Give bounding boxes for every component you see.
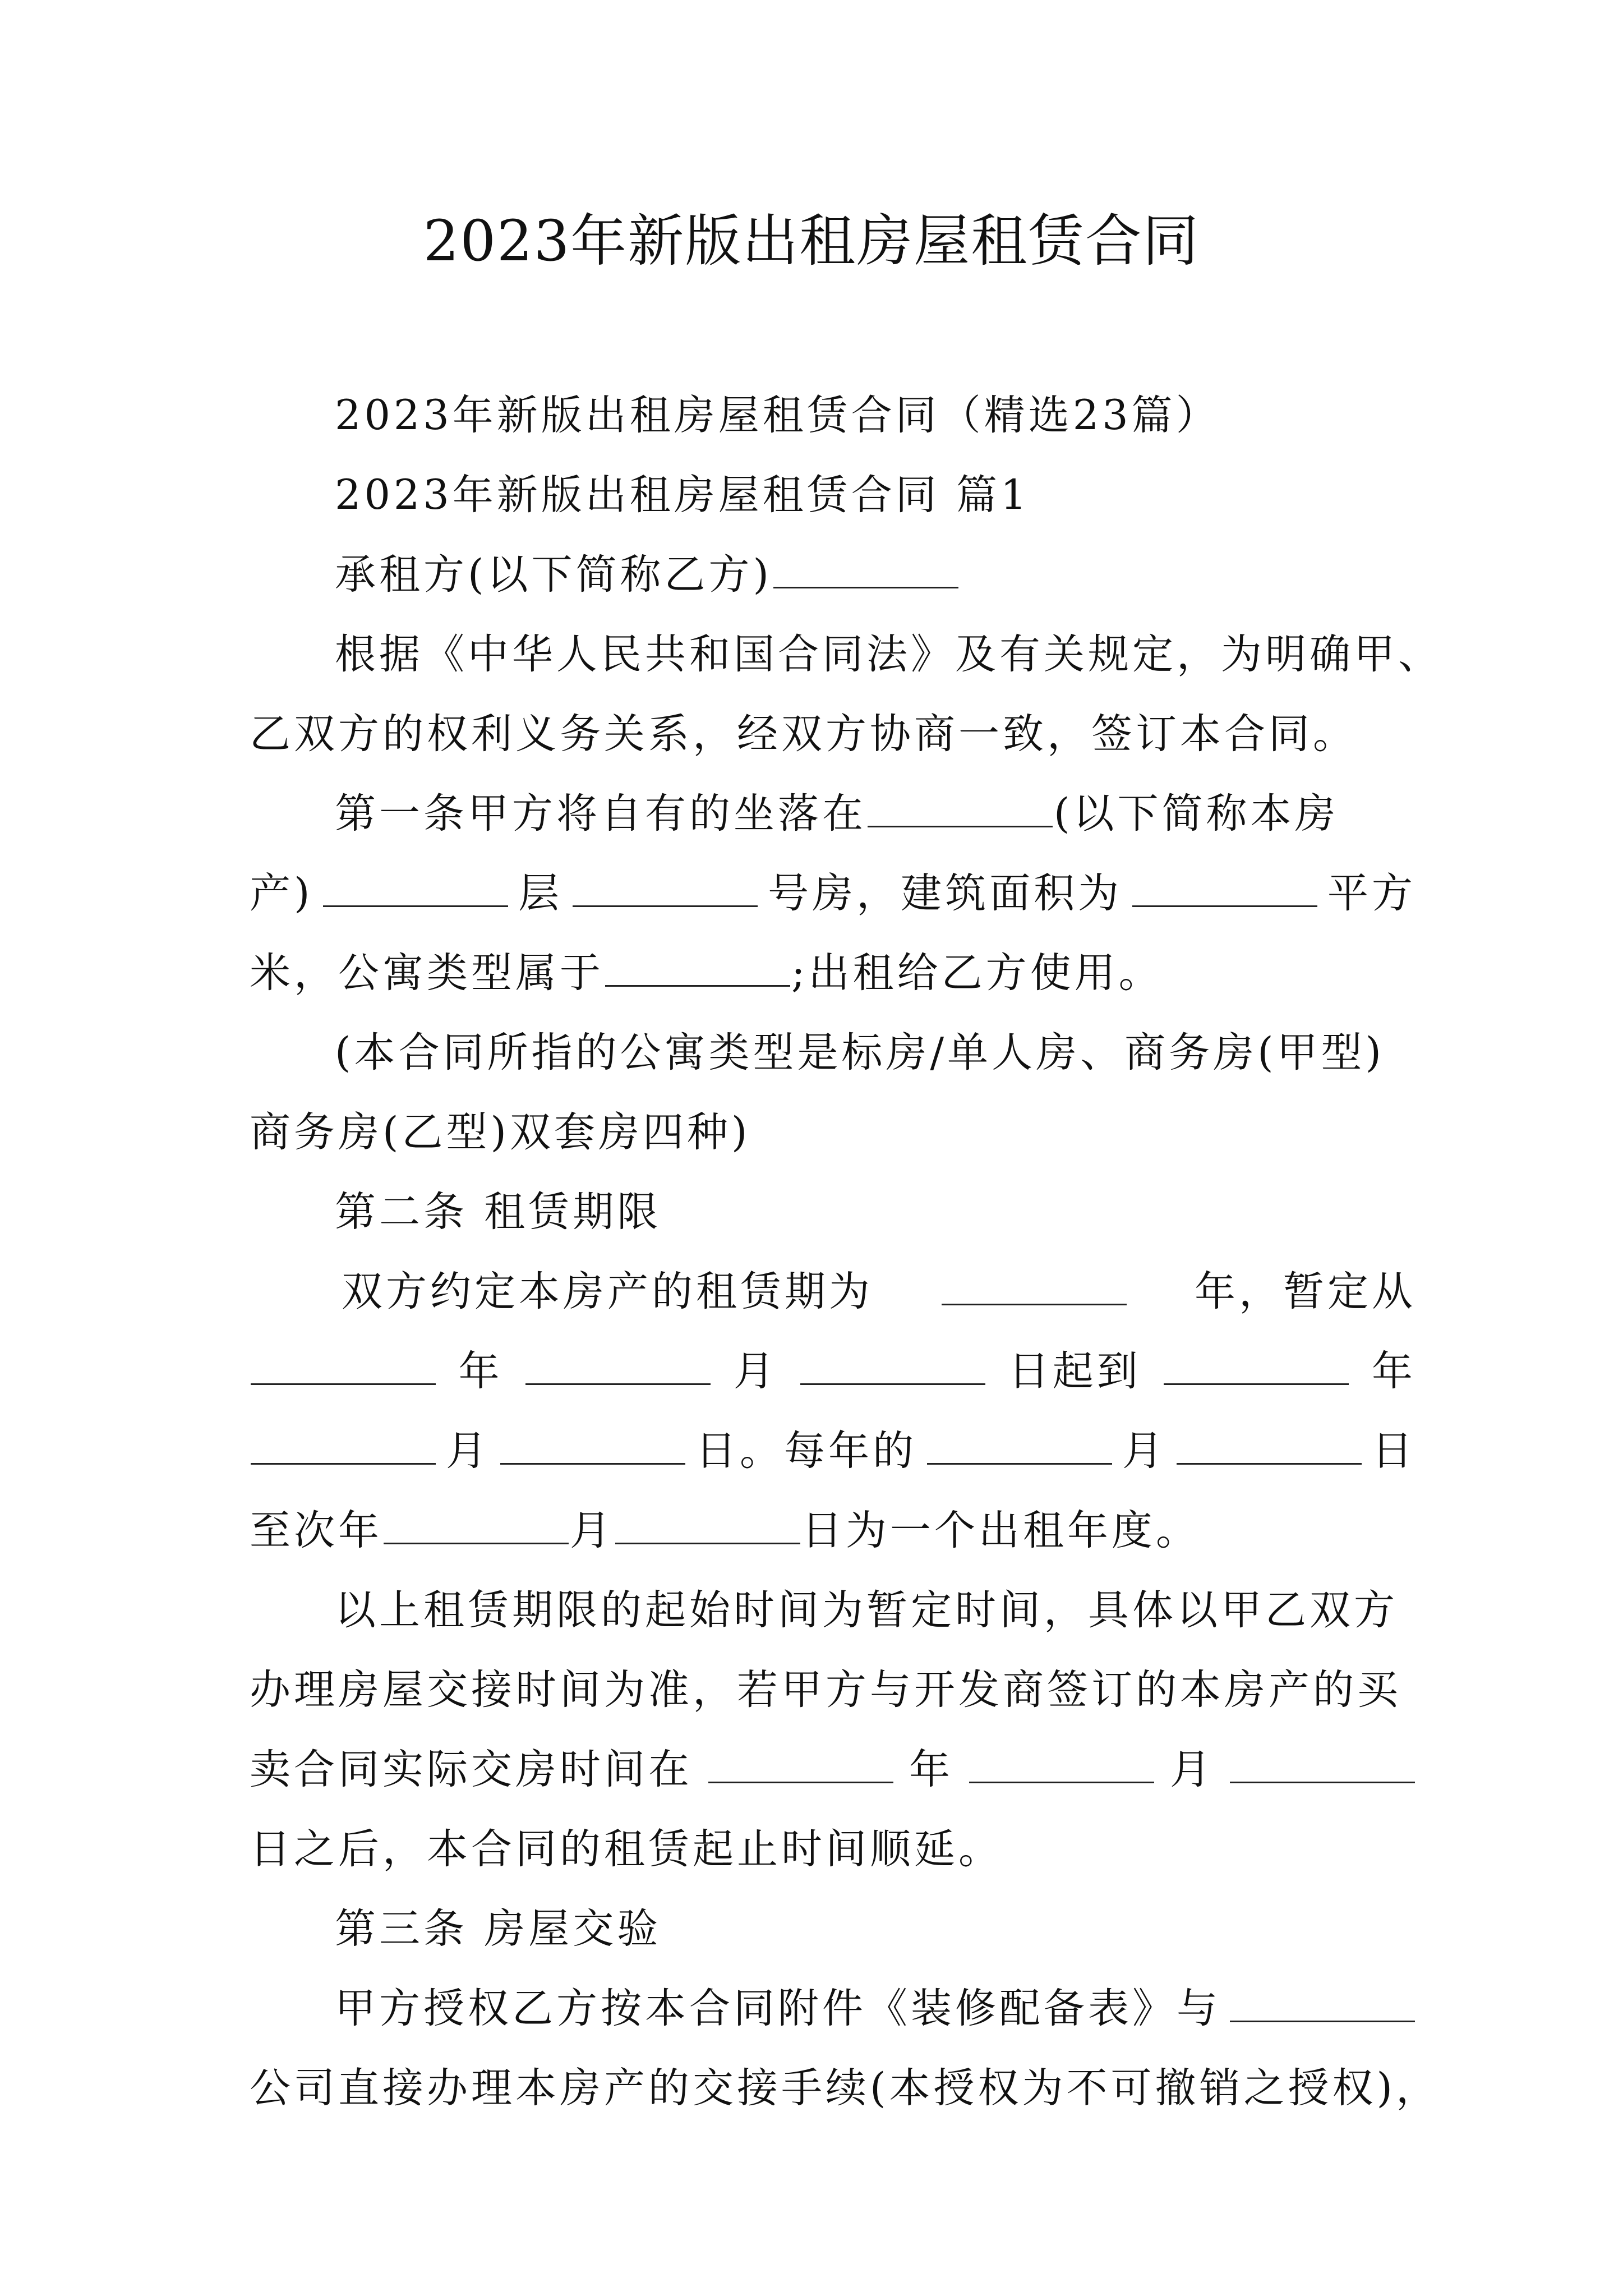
blank-field[interactable] bbox=[868, 794, 1053, 827]
text-segment: 年 bbox=[1371, 1347, 1416, 1395]
article-heading: 第三条 房屋交验 bbox=[335, 1905, 662, 1953]
tenant-line bbox=[250, 535, 1416, 615]
text-segment: 日。每年的 bbox=[695, 1427, 917, 1475]
subtitle-line: 2023年新版出租房屋租赁合同（精选23篇） bbox=[335, 392, 1220, 439]
blank-field[interactable] bbox=[1132, 873, 1317, 907]
text-segment: 月 bbox=[570, 1507, 614, 1554]
text-segment: 月 bbox=[733, 1347, 778, 1395]
paragraph-line: 以上租赁期限的起始时间为暂定时间，具体以甲乙双方 bbox=[335, 1586, 1398, 1634]
text-segment: 年 bbox=[909, 1746, 953, 1793]
handover-date-line bbox=[250, 1730, 1416, 1810]
blank-field[interactable] bbox=[605, 953, 790, 987]
text-segment: 双方约定本房产的租赁期为 bbox=[342, 1268, 873, 1315]
blank-field[interactable] bbox=[1230, 1989, 1415, 2022]
text-segment: 号房，建筑面积为 bbox=[768, 869, 1123, 917]
article-one-line-3 bbox=[250, 933, 1416, 1013]
blank-field[interactable] bbox=[969, 1750, 1154, 1783]
text-segment: 月 bbox=[446, 1427, 490, 1475]
text-segment: 产) bbox=[250, 869, 313, 917]
section-heading: 2023年新版出租房屋租赁合同 篇1 bbox=[335, 471, 1030, 519]
text-segment: 第一条甲方将自有的坐落在 bbox=[335, 790, 866, 838]
blank-field[interactable] bbox=[927, 1431, 1112, 1465]
text-segment: 月 bbox=[1170, 1746, 1214, 1793]
blank-field[interactable] bbox=[500, 1431, 685, 1465]
text-segment: 至次年 bbox=[250, 1507, 382, 1554]
lease-term-line-3 bbox=[250, 1411, 1416, 1491]
text-segment: 卖合同实际交房时间在 bbox=[250, 1746, 693, 1793]
paragraph-line: 商务房(乙型)双套房四种) bbox=[250, 1108, 751, 1156]
paragraph-line: 乙双方的权利义务关系，经双方协商一致，签订本合同。 bbox=[250, 710, 1357, 758]
blank-field[interactable] bbox=[1177, 1431, 1362, 1465]
document-title: 2023年新版出租房屋租赁合同 bbox=[423, 208, 1200, 274]
text-segment: 日起到 bbox=[1008, 1347, 1141, 1395]
blank-field[interactable] bbox=[251, 1431, 436, 1465]
lease-term-line-2 bbox=[250, 1332, 1416, 1411]
blank-field[interactable] bbox=[1230, 1750, 1415, 1783]
text-segment: 平方 bbox=[1327, 869, 1416, 917]
blank-field[interactable] bbox=[708, 1750, 893, 1783]
blank-field[interactable] bbox=[323, 873, 508, 907]
article-heading: 第二条 租赁期限 bbox=[335, 1188, 662, 1236]
blank-field[interactable] bbox=[942, 1272, 1127, 1305]
blank-field[interactable] bbox=[773, 555, 958, 588]
paragraph-line: 根据《中华人民共和国合同法》及有关规定，为明确甲、 bbox=[335, 631, 1442, 678]
text-segment: 米，公寓类型属于 bbox=[250, 949, 604, 997]
text-segment: 月 bbox=[1122, 1427, 1166, 1475]
blank-field[interactable] bbox=[525, 1351, 711, 1385]
article-one-line-1 bbox=[250, 774, 1416, 854]
text-segment: 年，暂定从 bbox=[1195, 1268, 1416, 1315]
text-segment: ;出租给乙方使用。 bbox=[791, 949, 1163, 997]
text-segment: 日为一个出租年度。 bbox=[801, 1507, 1200, 1554]
document-body bbox=[250, 376, 1442, 2128]
blank-field[interactable] bbox=[573, 873, 758, 907]
blank-field[interactable] bbox=[800, 1351, 985, 1385]
lease-term-line-1 bbox=[250, 1252, 1416, 1332]
blank-field[interactable] bbox=[251, 1351, 436, 1385]
article-one-line-2 bbox=[250, 854, 1416, 933]
text-segment: 年 bbox=[458, 1347, 503, 1395]
paragraph-line: 办理房屋交接时间为准，若甲方与开发商签订的本房产的买 bbox=[250, 1666, 1401, 1714]
text-segment: 甲方授权乙方按本合同附件《装修配备表》与 bbox=[335, 1985, 1221, 2032]
lease-term-line-4 bbox=[250, 1491, 1416, 1571]
paragraph-line: 公司直接办理本房产的交接手续(本授权为不可撤销之授权)， bbox=[250, 2064, 1440, 2112]
text-segment: (以下简称本房 bbox=[1054, 790, 1339, 838]
text-segment: 日 bbox=[1372, 1427, 1416, 1475]
inspection-line-1 bbox=[250, 1969, 1416, 2049]
blank-field[interactable] bbox=[384, 1511, 569, 1544]
paragraph-line: 日之后，本合同的租赁起止时间顺延。 bbox=[250, 1825, 1003, 1873]
text-segment: 层 bbox=[518, 869, 563, 917]
tenant-label: 承租方(以下简称乙方) bbox=[335, 551, 772, 599]
blank-field[interactable] bbox=[615, 1511, 800, 1544]
blank-field[interactable] bbox=[1164, 1351, 1349, 1385]
paragraph-line: (本合同所指的公寓类型是标房/单人房、商务房(甲型) bbox=[335, 1029, 1385, 1076]
